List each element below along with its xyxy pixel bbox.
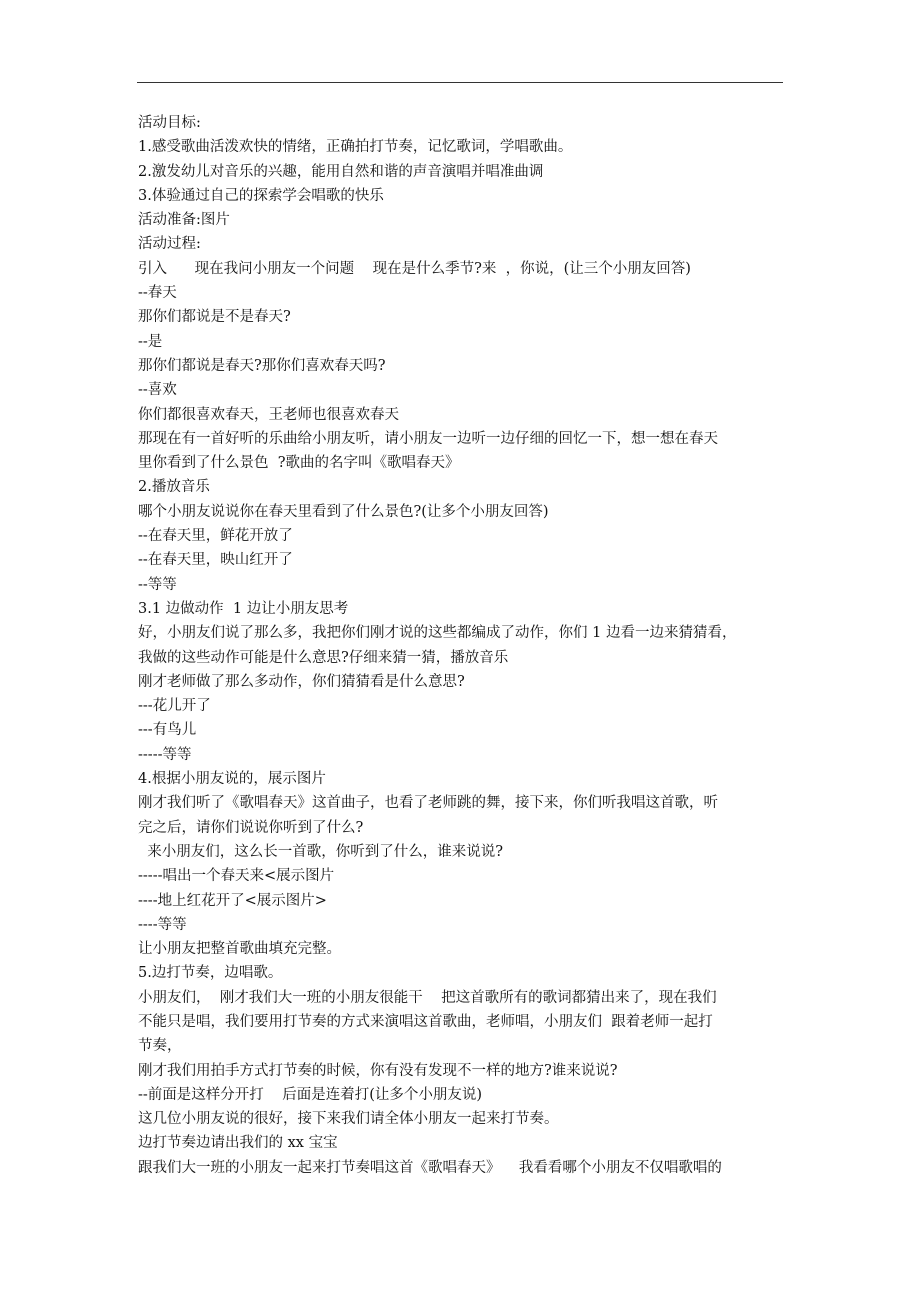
text-line: 3.1 边做动作 1 边让小朋友思考 <box>138 600 349 617</box>
text-line: 活动目标: <box>138 115 201 131</box>
text-line: --等等 <box>138 576 177 593</box>
text-line: -----唱出一个春天来<展示图片 <box>138 868 335 885</box>
text-line: 4.根据小朋友说的，展示图片 <box>138 771 326 788</box>
text-line: ----地上红花开了<展示图片> <box>138 892 327 909</box>
text-line: 里你看到了什么景色 ?歌曲的名字叫《歌唱春天》 <box>138 455 460 472</box>
text-line: 5.边打节奏，边唱歌。 <box>138 965 283 982</box>
text-line: --前面是这样分开打 后面是连着打(让多个小朋友说) <box>138 1086 483 1103</box>
text-line: 刚才老师做了那么多动作，你们猜猜看是什么意思? <box>138 673 465 690</box>
text-line: 2.播放音乐 <box>138 479 210 496</box>
text-line: 活动准备:图片 <box>138 212 230 229</box>
text-line: --是 <box>138 333 163 350</box>
text-line: 刚才我们听了《歌唱春天》这首曲子，也看了老师跳的舞，接下来，你们听我唱这首歌，听 <box>138 795 718 812</box>
header-rule <box>137 82 783 83</box>
text-line: 那现在有一首好听的乐曲给小朋友听，请小朋友一边听一边仔细的回忆一下，想一想在春天 <box>138 430 718 447</box>
document-body <box>138 111 786 1180</box>
text-line: 完之后，请你们说说你听到了什么? <box>138 819 364 836</box>
text-line: 刚才我们用拍手方式打节奏的时候，你有没有发现不一样的地方?谁来说说? <box>138 1062 618 1079</box>
text-line: 3.体验通过自己的探索学会唱歌的快乐 <box>138 187 384 204</box>
text-line: 我做的这些动作可能是什么意思?仔细来猜一猜，播放音乐 <box>138 649 509 666</box>
text-line: 哪个小朋友说说你在春天里看到了什么景色?(让多个小朋友回答) <box>138 503 549 520</box>
text-line: ---有鸟儿 <box>138 722 197 739</box>
text-line: 你们都很喜欢春天，王老师也很喜欢春天 <box>138 406 399 423</box>
text-line: 来小朋友们，这么长一首歌，你听到了什么，谁来说说? <box>138 843 503 860</box>
text-line: 跟我们大一班的小朋友一起来打节奏唱这首《歌唱春天》 我看看哪个小朋友不仅唱歌唱的 <box>138 1159 722 1176</box>
text-line: 那你们都说是春天?那你们喜欢春天吗? <box>138 357 386 374</box>
text-line: 1.感受歌曲活泼欢快的情绪，正确拍打节奏，记忆歌词，学唱歌曲。 <box>138 139 573 156</box>
text-line: 边打节奏边请出我们的 xx 宝宝 <box>138 1135 338 1152</box>
text-line: 不能只是唱，我们要用打节奏的方式来演唱这首歌曲，老师唱，小朋友们 跟着老师一起打 <box>138 1013 713 1030</box>
text-line: 小朋友们， 刚才我们大一班的小朋友很能干 把这首歌所有的歌词都猜出来了，现在我们 <box>138 989 717 1006</box>
text-line: --在春天里，鲜花开放了 <box>138 528 293 545</box>
text-line: 好，小朋友们说了那么多，我把你们刚才说的这些都编成了动作，你们 1 边看一边来猜猜看， <box>138 625 737 642</box>
text-line: 节奏， <box>138 1038 182 1055</box>
text-line: ----等等 <box>138 916 187 933</box>
text-line: 2.激发幼儿对音乐的兴趣，能用自然和谐的声音演唱并唱准曲调 <box>138 163 544 180</box>
text-line: 这几位小朋友说的很好，接下来我们请全体小朋友一起来打节奏。 <box>138 1111 559 1128</box>
text-line: 那你们都说是不是春天? <box>138 309 291 326</box>
text-line: -----等等 <box>138 746 192 763</box>
text-line: --喜欢 <box>138 382 177 399</box>
text-line: 活动过程: <box>138 236 201 253</box>
text-line: 让小朋友把整首歌曲填充完整。 <box>138 941 341 958</box>
text-line: 引入 现在我问小朋友一个问题 现在是什么季节?来 ，你说，(让三个小朋友回答) <box>138 260 691 277</box>
text-line: --春天 <box>138 285 177 302</box>
text-line: ---花儿开了 <box>138 698 211 715</box>
text-line: --在春天里，映山红开了 <box>138 552 293 569</box>
